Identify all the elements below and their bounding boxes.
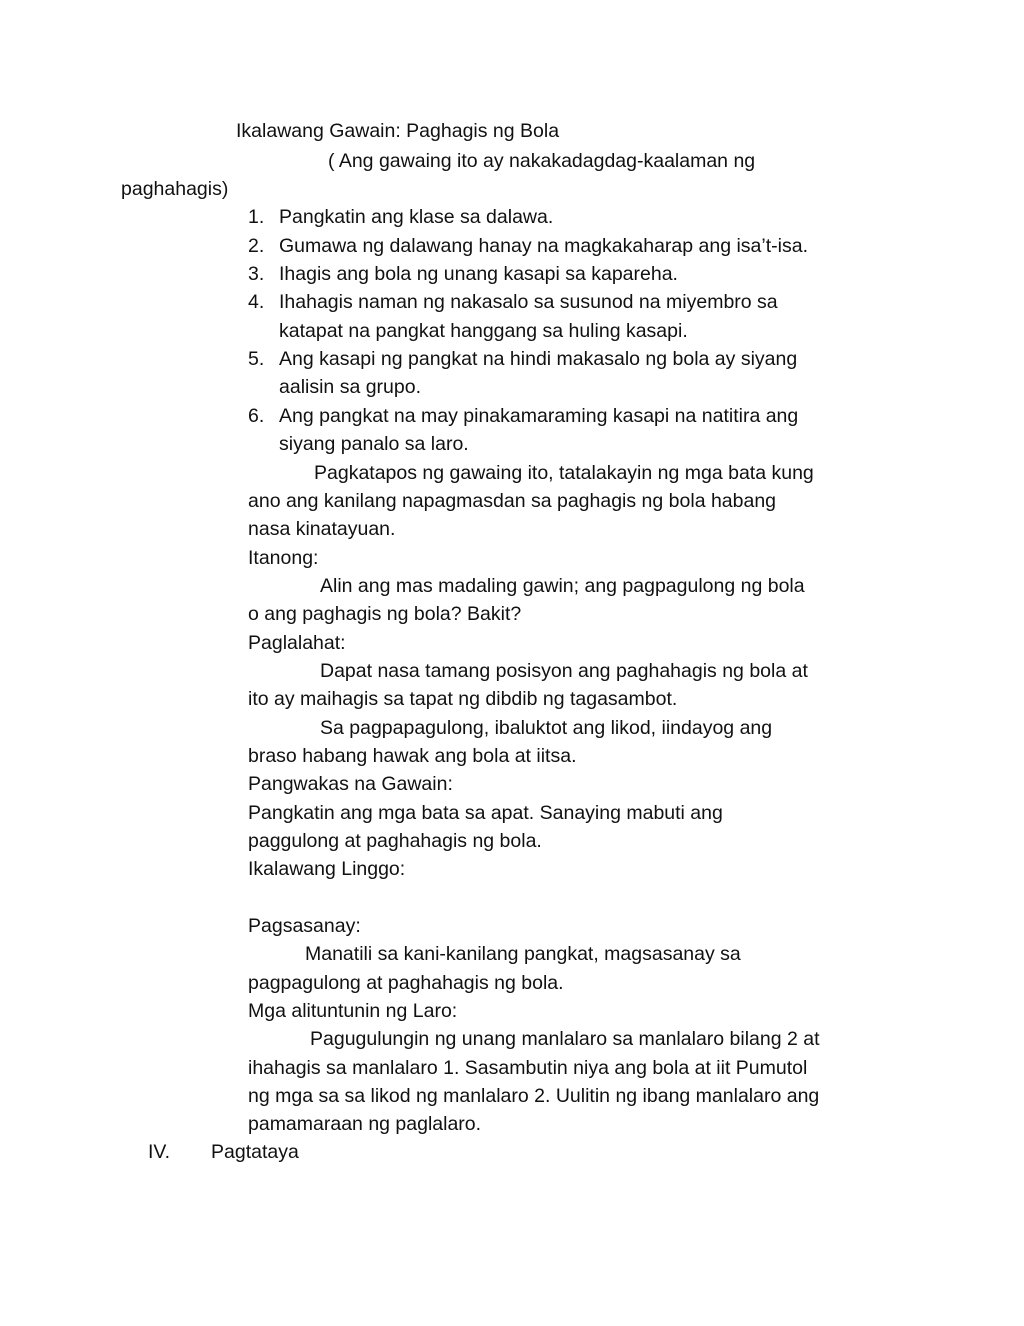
section-iv-numeral: IV. — [148, 1141, 171, 1163]
paglalahat-p1-line-1: Dapat nasa tamang posisyon ang paghahagis ng bola at — [320, 660, 808, 682]
step-number: 4. — [248, 291, 265, 313]
paglalahat-p2-line-1: Sa pagpapagulong, ibaluktot ang likod, iindayog ang — [320, 717, 773, 739]
step-text: Ang kasapi ng pangkat na hindi makasalo ng bola ay siyang — [279, 348, 798, 370]
step-text-continued: siyang panalo sa laro. — [279, 433, 469, 455]
rules-line-1: Pagugulungin ng unang manlalaro sa manlalaro bilang 2 at — [310, 1028, 820, 1050]
step-number: 5. — [248, 348, 265, 370]
rules-line-2: ihahagis sa manlalaro 1. Sasambutin niya ang bola at iit Pumutol — [248, 1057, 808, 1079]
after-activity-line-2: ano ang kanilang napagmasdan sa paghagis ng bola habang — [248, 490, 777, 512]
rules-line-3: ng mga sa sa likod ng manlalaro 2. Uulitin ng ibang manlalaro ang — [248, 1085, 820, 1107]
step-text: Pangkatin ang klase sa dalawa. — [279, 206, 554, 228]
step-text-continued: katapat na pangkat hanggang sa huling kasapi. — [279, 320, 688, 342]
step-number: 3. — [248, 263, 265, 285]
step-text: Gumawa ng dalawang hanay na magkakaharap ang isa’t-isa. — [279, 235, 808, 257]
after-activity-line-1: Pagkatapos ng gawaing ito, tatalakayin ng mga bata kung — [314, 462, 814, 484]
pangwakas-line-1: Pangkatin ang mga bata sa apat. Sanaying mabuti ang — [248, 802, 723, 824]
step-number: 2. — [248, 235, 265, 257]
step-text-continued: aalisin sa grupo. — [279, 376, 422, 398]
rules-label: Mga alituntunin ng Laro: — [248, 1000, 458, 1022]
step-text: Ang pangkat na may pinakamaraming kasapi na natitira ang — [279, 405, 799, 427]
pangwakas-line-2: paggulong at paghahagis ng bola. — [248, 830, 542, 852]
pagsasanay-label: Pagsasanay: — [248, 915, 361, 937]
section-iv-title: Pagtataya — [211, 1141, 299, 1163]
activity-note-line-2: paghahagis) — [121, 178, 229, 200]
rules-line-4: pamamaraan ng paglalaro. — [248, 1113, 482, 1135]
activity-note-line-1: ( Ang gawaing ito ay nakakadagdag-kaalaman ng — [328, 150, 756, 172]
pangwakas-label: Pangwakas na Gawain: — [248, 773, 453, 795]
pagsasanay-line-2: pagpagulong at paghahagis ng bola. — [248, 972, 564, 994]
itanong-line-1: Alin ang mas madaling gawin; ang pagpagulong ng bola — [320, 575, 805, 597]
itanong-label: Itanong: — [248, 547, 319, 569]
paglalahat-p1-line-2: ito ay maihagis sa tapat ng dibdib ng tagasambot. — [248, 688, 678, 710]
step-number: 6. — [248, 405, 265, 427]
activity-heading: Ikalawang Gawain: Paghagis ng Bola — [236, 120, 560, 142]
step-number: 1. — [248, 206, 265, 228]
step-text: Ihagis ang bola ng unang kasapi sa kapareha. — [279, 263, 678, 285]
paglalahat-label: Paglalahat: — [248, 632, 346, 654]
step-text: Ihahagis naman ng nakasalo sa susunod na miyembro sa — [279, 291, 778, 313]
after-activity-line-3: nasa kinatayuan. — [248, 518, 396, 540]
week2-label: Ikalawang Linggo: — [248, 858, 406, 880]
itanong-line-2: o ang paghagis ng bola? Bakit? — [248, 603, 522, 625]
paglalahat-p2-line-2: braso habang hawak ang bola at iitsa. — [248, 745, 577, 767]
pagsasanay-line-1: Manatili sa kani-kanilang pangkat, magsasanay sa — [305, 943, 741, 965]
